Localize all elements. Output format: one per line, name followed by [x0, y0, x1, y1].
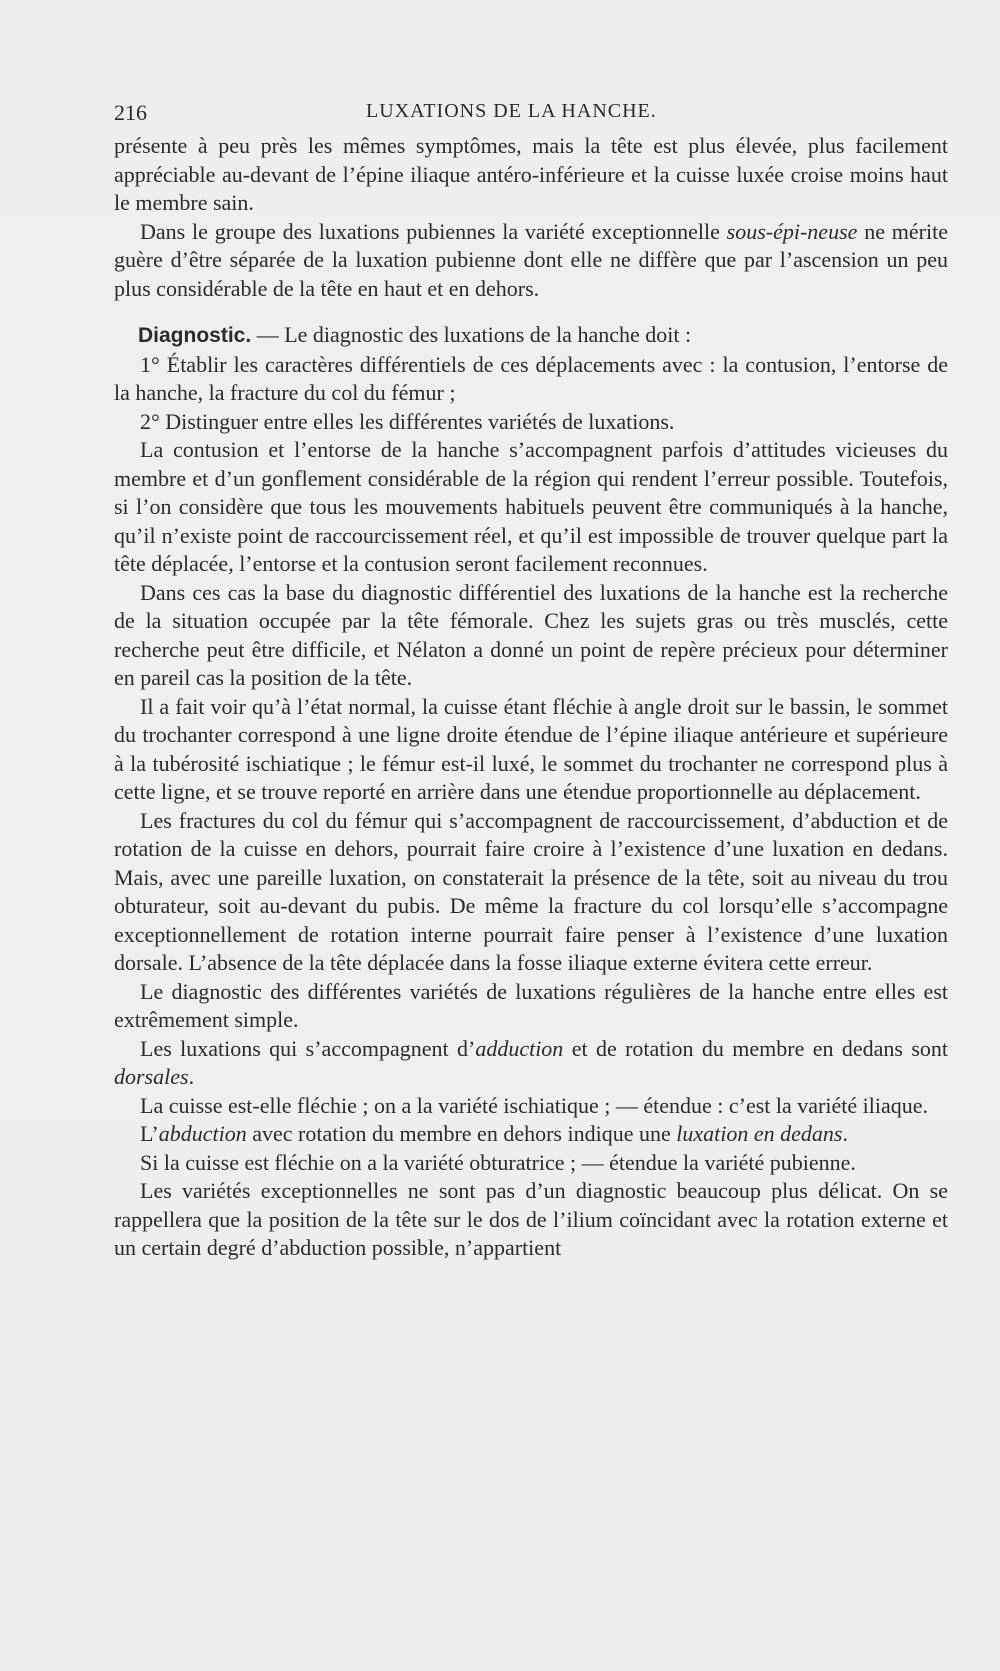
italic-term: sous-épi-neuse [726, 218, 858, 244]
text-run: ne mérite guère d’être séparée de la luxation pubienne dont elle ne diffère que par l’ascension un peu plus considérable de la tête en haut et en dehors. [114, 218, 948, 301]
running-head [114, 100, 936, 130]
paragraph: Il a fait voir qu’à l’état normal, la cuisse étant fléchie à angle droit sur le bassin, le sommet du trochanter correspond à une ligne droite étendue de l’épine iliaque antérieure et supérieure à la tubérosité ischiatique ; le fémur est-il luxé, le sommet du trochanter ne correspond plus à cette ligne, et se trouve reporté en arrière dans une étendue proportionnelle au déplacement. [114, 693, 948, 804]
italic-term: abduction [158, 1121, 247, 1146]
paragraph: La contusion et l’entorse de la hanche s’accompagnent parfois d’attitudes vicieuses du membre et d’un gonflement considérable de la région qui rendent l’erreur possible. Toutefois, si l’on considère que tous les mouvements habituels peuvent être communiqués à la hanche, qu’il n’existe point de raccourcissement réel, et qu’il est impossible de trouver quelque part la tête déplacée, l’entorse et la contusion seront facilement reconnues. [114, 437, 948, 576]
paragraph [114, 1035, 948, 1092]
text-run: Dans le groupe des luxations pubiennes la variété exceptionnelle [140, 218, 727, 244]
text-run: . [842, 1121, 848, 1146]
paragraph: présente à peu près les mêmes symptômes, mais la tête est plus élevée, plus facilement appréciable au-devant de l’épine iliaque antéro-inférieure et la cuisse luxée croise moins haut le membre sain. [114, 133, 948, 215]
paragraph: 2° Distinguer entre elles les différentes variétés de luxations. [140, 408, 675, 434]
running-title: LUXATIONS DE LA HANCHE. [366, 100, 657, 122]
body-text [114, 132, 948, 1263]
paragraph: Si la cuisse est fléchie on a la variété obturatrice ; — étendue la variété pubienne. [140, 1149, 856, 1175]
paragraph: La cuisse est-elle fléchie ; on a la variété ischiatique ; — étendue : c’est la variété iliaque. [140, 1092, 928, 1118]
italic-term: dorsales [114, 1064, 189, 1089]
text-run: — Le diagnostic des luxations de la hanche doit : [251, 322, 692, 347]
paragraph: Le diagnostic des différentes variétés de luxations régulières de la hanche entre elles est extrêmement simple. [114, 978, 948, 1032]
text-run: avec rotation du membre en dehors indique une [246, 1121, 677, 1146]
paragraph: Dans ces cas la base du diagnostic différentiel des luxations de la hanche est la recherche de la situation occupée par la tête fémorale. Chez les sujets gras ou très musclés, cette recherche peut être difficile, et Nélaton a donné un point de repère précieux pour déterminer en pareil cas la position de la tête. [114, 579, 948, 690]
italic-term: adduction [475, 1035, 564, 1061]
italic-term: luxation en dedans [676, 1121, 843, 1146]
text-run: et de rotation du membre en dedans sont [563, 1035, 948, 1061]
paragraph: Les variétés exceptionnelles ne sont pas d’un diagnostic beaucoup plus délicat. On se rappellera que la position de la tête sur le dos de l’ilium coïncidant avec la rotation externe et un certain degré d’abduction possible, n’appartient [114, 1178, 948, 1260]
text-run: . [188, 1064, 195, 1089]
paragraph [114, 1120, 948, 1149]
page-number: 216 [114, 100, 147, 125]
paragraph [114, 218, 948, 304]
paragraph: 1° Établir les caractères différentiels de ces déplacements avec : la contusion, l’entorse de la hanche, la fracture du col du fémur ; [114, 351, 948, 405]
text-run: L’ [140, 1121, 159, 1146]
text-run: Les luxations qui s’accompagnent d’ [140, 1035, 476, 1061]
paragraph: Les fractures du col du fémur qui s’accompagnent de raccourcissement, d’abduction et de rotation de la cuisse en dehors, pourrait faire croire à l’existence d’une luxation en dedans. Mais, avec une pareille luxation, on constaterait la présence de la tête, soit au niveau du trou obturateur, soit au-devant du pubis. De même la fracture du col lorsqu’elle s’accompagne exceptionnellement de rotation interne pourrait faire penser à l’existence d’une luxation dorsale. L’absence de la tête déplacée dans la fosse iliaque externe évitera cette erreur. [114, 807, 948, 975]
diagnostic-paragraph [114, 321, 948, 351]
section-heading: Diagnostic. [138, 324, 252, 347]
